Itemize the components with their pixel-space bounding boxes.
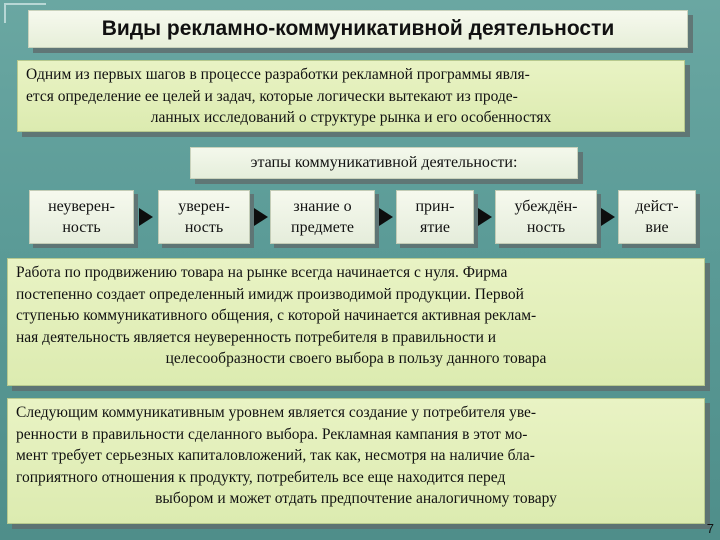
text-line: гоприятного отношения к продукту, потребитель все еще находится перед: [16, 468, 506, 486]
arrow-right-icon: [478, 208, 492, 226]
stage-label: вие: [645, 219, 669, 236]
arrow-right-icon: [601, 208, 615, 226]
stage-label: ность: [184, 219, 224, 236]
stage-label: убеждён-: [514, 198, 578, 215]
stage-box-acceptance: [396, 190, 474, 244]
stage-label: уверен-: [178, 198, 230, 215]
text-line: ступенью коммуникативного общения, с которой начинается активная реклам-: [16, 307, 537, 324]
intro-box: [17, 60, 685, 132]
stage-box-certainty: [158, 190, 250, 244]
stages-label-box: [190, 147, 578, 179]
text-line: Следующим коммуникативным уровнем является создание у потребителя уве-: [16, 404, 537, 421]
page-title: Виды рекламно-коммуникативной деятельности: [101, 17, 615, 40]
stage-label: знание о: [293, 198, 352, 215]
certainty-text: [8, 399, 704, 510]
stage-label: предмете: [291, 219, 354, 236]
title-box: [28, 10, 688, 48]
uncertainty-text: [8, 259, 704, 370]
text-line: ренности в правильности сделанного выбора. Рекламная кампания в этот мо-: [16, 425, 528, 443]
page-number: 7: [706, 521, 714, 536]
stage-label: неуверен-: [48, 198, 115, 215]
arrow-right-icon: [139, 208, 153, 226]
intro-line: ется определение ее целей и задач, которые логически вытекают из проде-: [26, 87, 518, 105]
intro-line: Одним из первых шагов в процессе разработки рекламной программы явля-: [26, 66, 530, 83]
text-line: мент требует серьезных капиталовложений, так как, несмотря на наличие бла-: [16, 447, 535, 464]
arrow-right-icon: [254, 208, 268, 226]
intro-line: ланных исследований о структуре рынка и его особенностях: [150, 109, 552, 126]
certainty-text-box: [7, 398, 705, 524]
stage-label: дейст-: [635, 198, 679, 215]
text-line: постепенно создает определенный имидж производимой продукции. Первой: [16, 285, 524, 303]
stage-label: ность: [62, 219, 101, 236]
stages-label: этапы коммуникативной деятельности:: [250, 154, 518, 171]
stage-label: прин-: [415, 198, 455, 215]
text-line: целесообразности своего выбора в пользу данного товара: [165, 350, 547, 367]
stage-box-knowledge: [270, 190, 375, 244]
text-line: выбором и может отдать предпочтение аналогичному товару: [155, 490, 557, 507]
text-line: ная деятельность является неуверенность потребителя в правильности и: [16, 328, 497, 346]
stage-box-action: [618, 190, 696, 244]
stage-box-uncertainty: [29, 190, 134, 244]
arrow-right-icon: [379, 208, 393, 226]
stage-box-conviction: [495, 190, 597, 244]
stage-label: ятие: [419, 219, 450, 236]
intro-text: [18, 61, 684, 129]
stage-label: ность: [526, 219, 566, 236]
text-line: Работа по продвижению товара на рынке всегда начинается с нуля. Фирма: [16, 264, 508, 281]
uncertainty-text-box: [7, 258, 705, 386]
